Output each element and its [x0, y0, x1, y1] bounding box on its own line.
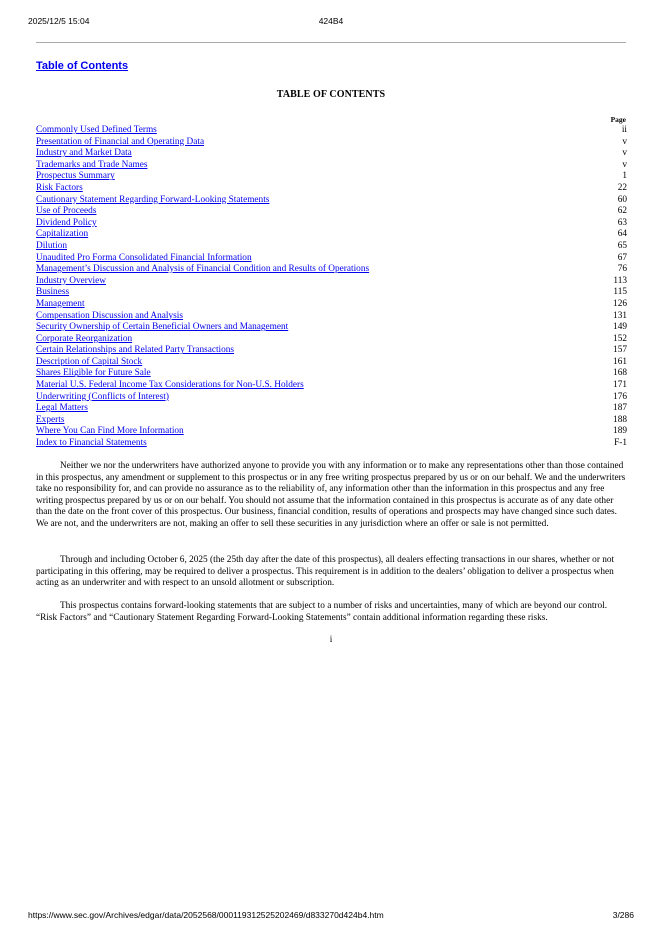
- toc-entry-link[interactable]: Business: [36, 287, 70, 298]
- toc-entry-link[interactable]: Unaudited Pro Forma Consolidated Financial Information: [36, 252, 252, 263]
- toc-page-number: 187: [613, 403, 627, 414]
- print-header: [28, 16, 634, 28]
- toc-row: [36, 206, 627, 218]
- toc-entry-link[interactable]: Use of Proceeds: [36, 206, 97, 217]
- toc-page-number: 60: [617, 194, 627, 205]
- toc-table: [36, 115, 627, 450]
- toc-entry-link[interactable]: Trademarks and Trade Names: [36, 159, 148, 170]
- toc-row: [36, 357, 627, 369]
- toc-entry-link[interactable]: Certain Relationships and Related Party Transactions: [36, 345, 235, 356]
- toc-page-number: F-1: [614, 438, 627, 449]
- toc-page-number: 115: [613, 287, 627, 298]
- toc-entry-link[interactable]: Experts: [36, 414, 65, 425]
- toc-entry-link[interactable]: Index to Financial Statements: [36, 438, 147, 449]
- print-url: https://www.sec.gov/Archives/edgar/data/2052568/000119312525202469/d833270d424b4.htm: [28, 910, 384, 920]
- toc-row: [36, 137, 627, 149]
- toc-entry-link[interactable]: Capitalization: [36, 229, 89, 240]
- toc-page-number: 22: [617, 182, 627, 193]
- toc-page-number: 171: [613, 380, 627, 391]
- toc-page-number: 62: [617, 206, 627, 217]
- toc-row: [36, 218, 627, 230]
- toc-row: [36, 125, 627, 137]
- toc-row: [36, 160, 627, 172]
- toc-row: [36, 253, 627, 265]
- toc-page-number: 188: [613, 414, 627, 425]
- toc-row: [36, 426, 627, 438]
- toc-page-number: 113: [613, 275, 627, 286]
- paragraph-text: Neither we nor the underwriters have authorized anyone to provide you with any information or to make any representations other than those contained in this prospectus, any amendment or supplement to this prospectus or in any free writing prospectus prepared by us or on our behalf. We and the underwriters take no responsibility for, and can provide no assurance as to the reliability of, any information other than the information in this prospectus and any free writing prospectus prepared by us or on our behalf. You should not assume that the information contained in this prospectus is accurate as of any date other than the date on the front cover of this prospectus. Our business, financial condition, results of operations and prospects may have changed since such dates. We are not, and the underwriters are not, making an offer to sell these securities in any jurisdiction where an offer or sale is not permitted.: [36, 461, 626, 529]
- toc-entry-link[interactable]: Cautionary Statement Regarding Forward-Looking Statements: [36, 194, 270, 205]
- toc-page-number: 76: [617, 264, 627, 275]
- toc-entry-link[interactable]: Material U.S. Federal Income Tax Considerations for Non-U.S. Holders: [36, 380, 304, 391]
- toc-page-number: 161: [613, 356, 627, 367]
- toc-row: [36, 415, 627, 427]
- toc-entry-link[interactable]: Dividend Policy: [36, 217, 97, 228]
- toc-rows: [36, 125, 627, 450]
- toc-row: [36, 345, 627, 357]
- toc-page-number: 131: [613, 310, 627, 321]
- toc-entry-link[interactable]: Compensation Discussion and Analysis: [36, 310, 183, 321]
- toc-row: [36, 229, 627, 241]
- toc-page-number: 1: [622, 171, 627, 182]
- table-of-contents-link[interactable]: Table of Contents: [36, 60, 129, 72]
- toc-row: [36, 148, 627, 160]
- toc-entry-link[interactable]: Security Ownership of Certain Beneficial Owners and Management: [36, 322, 289, 333]
- print-page-count: 3/286: [612, 910, 634, 920]
- toc-page-number: 168: [613, 368, 627, 379]
- toc-page-number: v: [622, 136, 627, 147]
- forward-looking-paragraph: [36, 601, 630, 624]
- print-datetime: 2025/12/5 15:04: [28, 16, 90, 26]
- toc-page-number: v: [622, 159, 627, 170]
- toc-row: [36, 322, 627, 334]
- toc-row: [36, 287, 627, 299]
- toc-entry-link[interactable]: Management’s Discussion and Analysis of Financial Condition and Results of Operations: [36, 264, 370, 275]
- toc-row: [36, 195, 627, 207]
- page-number: i: [329, 635, 333, 645]
- toc-row: [36, 299, 627, 311]
- print-doc-title: 424B4: [318, 16, 344, 26]
- toc-page-number: 65: [617, 240, 627, 251]
- toc-entry-link[interactable]: Corporate Reorganization: [36, 333, 133, 344]
- toc-row: [36, 311, 627, 323]
- toc-entry-link[interactable]: Legal Matters: [36, 403, 88, 414]
- paragraph-text: Through and including October 6, 2025 (the 25th day after the date of this prospectus), all dealers effecting transactions in our shares, whether or not participating in this offering, may be required to deliver a prospectus. This requirement is in addition to the dealers’ obligation to deliver a prospectus when acting as an underwriter and with respect to an unsold allotment or subscription.: [36, 555, 615, 588]
- toc-row: [36, 334, 627, 346]
- toc-row: [36, 368, 627, 380]
- toc-heading: TABLE OF CONTENTS: [276, 89, 386, 100]
- dealer-delivery-paragraph: [36, 555, 630, 590]
- toc-entry-link[interactable]: Risk Factors: [36, 182, 83, 193]
- toc-row: [36, 403, 627, 415]
- toc-page-number: 63: [617, 217, 627, 228]
- disclaimer-paragraph: [36, 461, 630, 530]
- toc-row: [36, 380, 627, 392]
- toc-row: [36, 392, 627, 404]
- toc-page-number: 126: [613, 298, 627, 309]
- toc-page-number: 67: [617, 252, 627, 263]
- toc-page-number: 149: [613, 322, 627, 333]
- toc-entry-link[interactable]: Underwriting (Conflicts of Interest): [36, 391, 169, 402]
- toc-entry-link[interactable]: Industry Overview: [36, 275, 106, 286]
- toc-entry-link[interactable]: Shares Eligible for Future Sale: [36, 368, 151, 379]
- toc-row: [36, 264, 627, 276]
- toc-entry-link[interactable]: Where You Can Find More Information: [36, 426, 184, 437]
- toc-entry-link[interactable]: Commonly Used Defined Terms: [36, 125, 157, 135]
- toc-page-number: 152: [613, 333, 627, 344]
- toc-entry-link[interactable]: Prospectus Summary: [36, 171, 115, 182]
- toc-page-number: 189: [613, 426, 627, 437]
- toc-page-column-header: Page: [610, 115, 626, 124]
- toc-row: [36, 276, 627, 288]
- paragraph-text: This prospectus contains forward-looking statements that are subject to a number of risks and uncertainties, many of which are beyond our control. “Risk Factors” and “Cautionary Statement Regarding Forward-Looking Statements” contain additional information regarding these risks.: [36, 601, 608, 623]
- toc-page-number: 176: [613, 391, 627, 402]
- toc-entry-link[interactable]: Description of Capital Stock: [36, 356, 143, 367]
- toc-entry-link[interactable]: Management: [36, 298, 85, 309]
- toc-page-number: 64: [617, 229, 627, 240]
- toc-page-number: ii: [621, 125, 627, 135]
- toc-page-number: v: [622, 148, 627, 159]
- toc-row: [36, 171, 627, 183]
- toc-row: [36, 183, 627, 195]
- toc-entry-link[interactable]: Presentation of Financial and Operating Data: [36, 136, 205, 147]
- toc-page-number: 157: [613, 345, 627, 356]
- toc-row: [36, 438, 627, 450]
- print-footer: [28, 910, 634, 922]
- toc-entry-link[interactable]: Industry and Market Data: [36, 148, 132, 159]
- toc-entry-link[interactable]: Dilution: [36, 240, 67, 251]
- header-divider: [36, 42, 626, 43]
- toc-row: [36, 241, 627, 253]
